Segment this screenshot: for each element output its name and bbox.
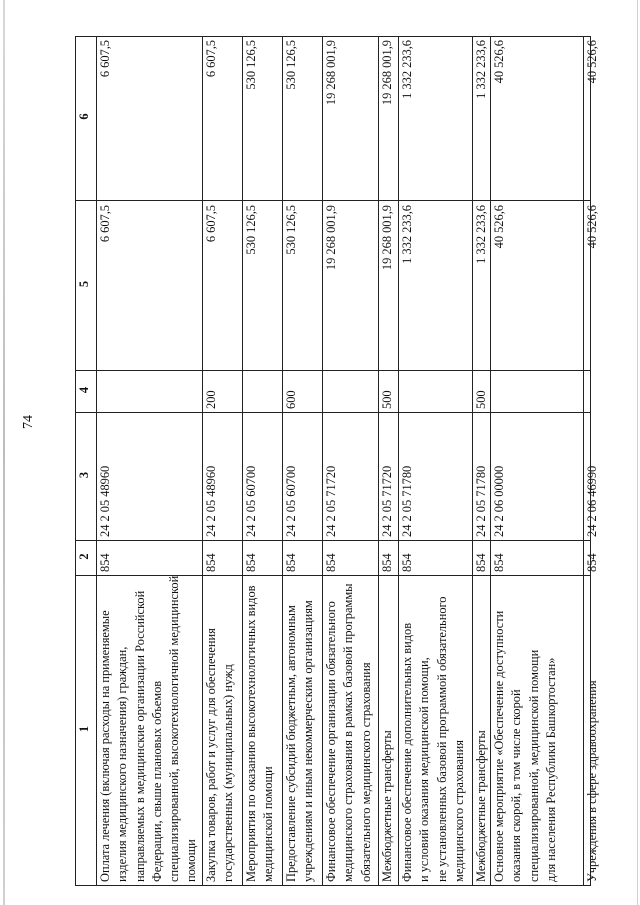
row-amount1-cell: 19 268 001,9 [380,205,394,271]
row-name-line: специализированной, высокотехнологичной медицинской [167,576,182,882]
table-rule [378,36,379,886]
row-amount2-cell: 530 126,5 [284,40,298,90]
table-header-row [75,36,96,886]
row-name-line: не установленных базовой программой обязательного [434,596,449,882]
table-rule [583,36,584,886]
row-name-line: Федерации, свыше плановых объемов [149,680,164,882]
table-row [490,36,583,886]
row-name-cell [322,576,378,886]
row-amount1-cell: 40 526,6 [585,205,599,249]
row-vr-cell [490,371,583,413]
row-name-line: Учреждения в сфере здравоохранения [585,680,599,882]
row-name-cell [378,576,398,886]
row-ministry-cell: 854 [474,553,488,572]
row-name-line: Финансовое обеспечение дополнительных видов [400,622,414,882]
row-amount2-cell: 530 126,5 [244,40,258,90]
row-name-line: обязательного медицинского страхования [358,662,373,882]
table-row [242,36,282,886]
header-cell-3: 3 [77,471,91,479]
table-row [96,36,202,886]
row-amount2-cell: 19 268 001,9 [380,40,394,106]
row-name-line: Финансовое обеспечение организации обязательного [324,601,338,882]
row-name-line: Межбюджетные трансферты [474,730,488,882]
row-vr-cell: 600 [284,390,298,409]
row-name-line: оказания скорой, в том числе скорой [509,689,524,882]
row-ministry-cell: 854 [244,553,258,572]
table-rule [202,36,203,886]
table-column-rule [75,370,591,371]
table-column-rule [75,412,591,413]
scan-edge-right [637,0,638,905]
row-name-cell [282,576,322,886]
row-ministry-cell: 854 [98,553,112,572]
header-cell-6: 6 [77,113,91,120]
row-amount2-cell: 6 607,5 [98,40,112,78]
row-csr-cell: 24 2 05 48960 [98,465,112,537]
row-csr-cell: 24 2 05 71720 [324,465,338,537]
row-name-line: учреждениям и иным некоммерческим организациям [301,600,316,882]
row-ministry-cell: 854 [324,553,338,572]
row-amount1-cell: 530 126,5 [284,205,298,255]
scan-edge-left [3,0,5,905]
row-name-line: изделия медицинского назначения) граждан, [115,646,130,882]
row-name-line: направляемых в медицинские организации Российской [132,590,147,882]
row-amount2-cell: 1 332 233,6 [474,40,488,99]
row-csr-cell: 24 2 06 00000 [492,465,506,537]
row-amount1-cell: 19 268 001,9 [324,205,338,271]
row-amount1-cell: 1 332 233,6 [474,205,488,264]
row-name-cell [398,576,472,886]
table-rule [75,36,76,886]
row-vr-cell [398,371,472,413]
table-rule [490,36,491,886]
row-amount2-cell: 19 268 001,9 [324,40,338,106]
row-vr-cell: 500 [474,390,488,409]
row-name-line: медицинского страхования [451,740,466,882]
row-name-line: специализированной, медицинской помощи [526,649,541,882]
row-name-line: Предоставление субсидий бюджетным, автономным [284,605,298,882]
row-name-line: медицинской помощи [261,766,276,882]
row-amount2-cell: 40 526,6 [585,40,599,84]
row-name-line: Закупка товаров, работ и услуг для обеспечения [204,628,218,882]
row-name-cell [583,576,600,886]
row-name-line: государственных (муниципальных) нужд [221,664,236,882]
table-rule [472,36,473,886]
row-ministry-cell: 854 [380,553,394,572]
row-vr-cell [583,371,600,413]
row-amount2-cell: 1 332 233,6 [400,40,414,99]
header-cell-5: 5 [77,280,91,288]
row-name-cell [202,576,242,886]
row-name-line: Основное мероприятие «Обеспечение доступности [492,610,506,882]
table-rule [398,36,399,886]
table-row [398,36,472,886]
row-csr-cell: 24 2 05 60700 [284,465,298,537]
table-column-rule [75,540,591,541]
row-name-line: медицинского страхования в рамках базовой программы [341,583,356,882]
row-ministry-cell: 854 [284,553,298,572]
table-column-rule [75,36,591,37]
header-cell-2: 2 [77,553,91,560]
header-cell-1: 1 [77,725,91,733]
row-name-cell [472,576,490,886]
row-ministry-cell: 854 [204,553,218,572]
row-amount1-cell: 40 526,6 [492,205,506,249]
row-amount1-cell: 1 332 233,6 [400,205,414,264]
table-row [583,36,600,886]
table-row [282,36,322,886]
table-rule [590,36,591,886]
row-name-line: Межбюджетные трансферты [380,730,394,882]
table-column-rule [75,885,591,886]
row-ministry-cell: 854 [492,553,506,572]
row-name-line: Мероприятия по оказанию высокотехнологичных видов [244,585,258,882]
budget-table [75,36,599,886]
table-row [202,36,242,886]
page-number: 74 [21,415,36,429]
row-amount1-cell: 6 607,5 [204,205,218,243]
row-name-line: помощи [184,839,199,882]
table-rule [242,36,243,886]
row-csr-cell: 24 2 05 48960 [204,465,218,537]
row-ministry-cell: 854 [585,553,599,572]
row-csr-cell: 24 2 05 71780 [474,465,488,537]
row-amount1-cell: 530 126,5 [244,205,258,255]
row-vr-cell [322,371,378,413]
row-csr-cell: 24 2 05 71720 [380,465,394,537]
table-row [472,36,490,886]
table-rule [96,36,97,886]
row-vr-cell [96,371,202,413]
row-csr-cell: 24 2 05 71780 [400,465,414,537]
row-csr-cell: 24 2 05 60700 [244,465,258,537]
header-cell-4: 4 [77,386,91,394]
row-csr-cell: 24 2 06 46990 [585,465,599,537]
row-name-line: Оплата лечения (включая расходы на применяемые [98,610,112,882]
row-name-cell [242,576,282,886]
row-name-line: и условий оказания медицинской помощи, [417,657,432,882]
row-vr-cell: 200 [204,390,218,409]
row-vr-cell [242,371,282,413]
row-name-line: для населения Республики Башкортостан» [543,657,558,882]
table-column-rule [75,575,591,576]
row-name-cell [490,576,583,886]
table-column-rule [75,200,591,201]
table-rule [322,36,323,886]
row-name-cell [96,576,202,886]
row-amount2-cell: 40 526,6 [492,40,506,84]
row-amount1-cell: 6 607,5 [98,205,112,243]
table-row [378,36,398,886]
table-rule [282,36,283,886]
row-amount2-cell: 6 607,5 [204,40,218,78]
row-vr-cell: 500 [380,390,394,409]
table-row [322,36,378,886]
row-ministry-cell: 854 [400,553,414,572]
